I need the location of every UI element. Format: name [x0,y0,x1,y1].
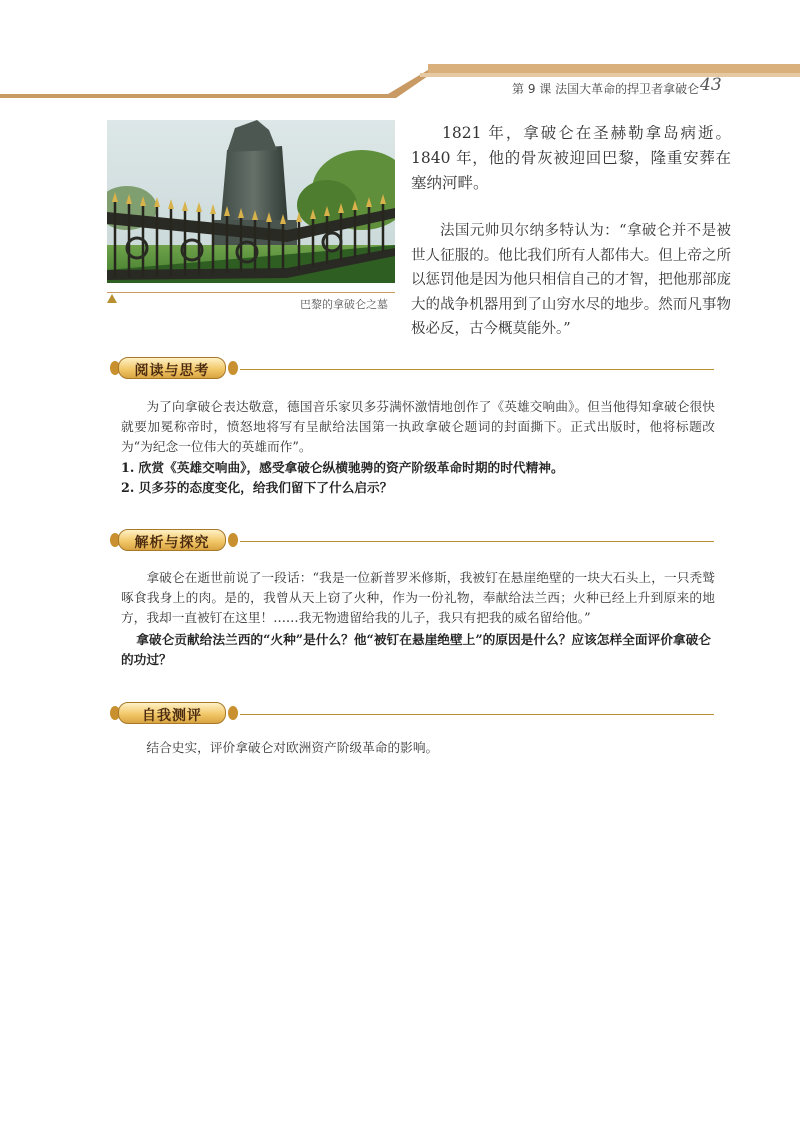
section-title: 自我测评 [142,708,202,724]
section-badge-self-assessment [108,700,240,728]
section3-body: 结合史实，评价拿破仑对欧洲资产阶级革命的影响。 [146,740,439,755]
header-band [428,64,800,73]
section-title: 阅读与思考 [134,363,210,379]
intro-paragraph-2: 法国元帅贝尔纳多特认为：“拿破仑并不是被世人征服的。他比我们所有人都伟大。但上帝之所以惩罚他是因为他只相信自己的才智，把他那部庞大的战争机器用到了山穷水尽的地步。然而凡事物极必反，古今概莫能外。” [411,223,731,337]
section2-body: 拿破仑在逝世前说了一段话：“我是一位新普罗米修斯，我被钉在悬崖绝壁的一块大石头上，一只秃鹫啄食我身上的肉。是的，我曾从天上窃了火种，作为一份礼物，奉献给法兰西；火种已经上升到原来的地方，我却一直被钉在这里！……我无物遗留给我的儿子，我只有把我的威名留给他。” [121,570,715,625]
caption-rule [107,292,395,293]
section1-question-2: 2. 贝多芬的态度变化，给我们留下了什么启示？ [121,480,393,495]
section1-body: 为了向拿破仑表达敬意，德国音乐家贝多芬满怀激情地创作了《英雄交响曲》。但当他得知拿破仑很快就要加冕称帝时，愤怒地将写有呈献给法国第一执政拿破仑题词的封面撕下。正式出版时，他将标题改为“为纪念一位伟大的英雄而作”。 [121,399,715,454]
section-badge-reading [108,355,240,383]
caption-triangle-icon [107,294,117,303]
figure-caption: 巴黎的拿破仑之墓 [300,298,388,311]
section-title: 解析与探究 [134,535,210,551]
page-number: 43 [700,75,722,95]
section-badge-analysis [108,527,240,555]
running-header: 第 9 课 法国大革命的捍卫者拿破仑 [512,82,700,96]
section-rule [240,714,714,715]
section2-question: 拿破仑贡献给法兰西的“火种”是什么？他“被钉在悬崖绝壁上”的原因是什么？应该怎样全面评价拿破仑的功过？ [121,632,711,667]
section-rule [240,369,714,370]
badge-ornament-icon [228,706,238,720]
napoleon-tomb-photo [107,120,395,283]
intro-paragraph-1: 1821 年，拿破仑在圣赫勒拿岛病逝。1840 年，他的骨灰被迎回巴黎，隆重安葬在塞纳河畔。 [411,124,731,192]
header-band-light [420,73,800,77]
section-rule [240,541,714,542]
badge-ornament-icon [228,533,238,547]
badge-ornament-icon [228,361,238,375]
header-rule [0,94,395,98]
section1-question-1: 1. 欣赏《英雄交响曲》，感受拿破仑纵横驰骋的资产阶级革命时期的时代精神。 [121,460,564,475]
